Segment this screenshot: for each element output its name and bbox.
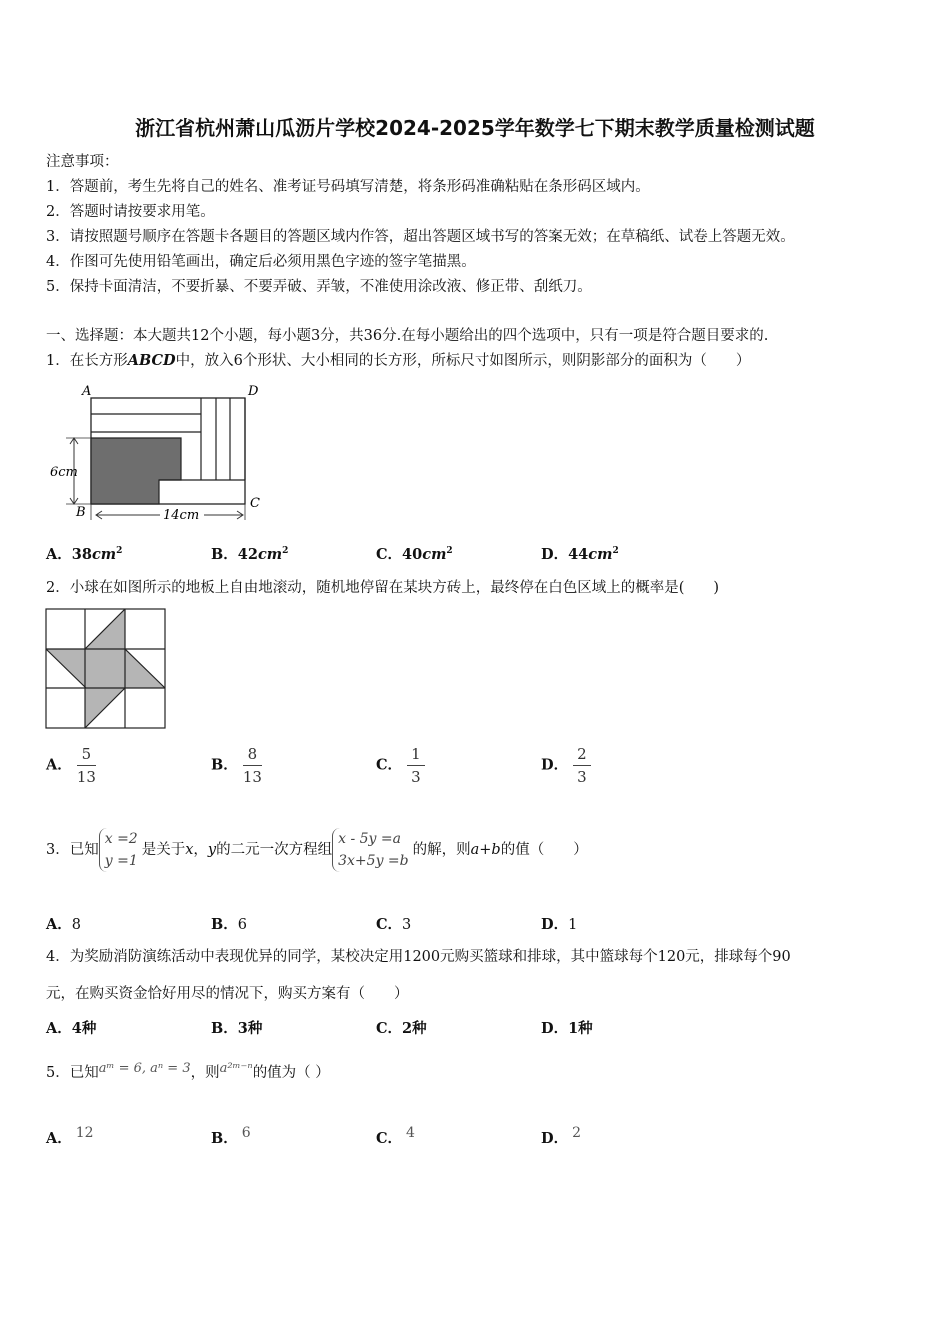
width-label: 14cm — [163, 508, 200, 523]
option-letter: B． — [211, 546, 238, 563]
option-letter: B． — [211, 756, 238, 774]
q5-option-d[interactable] — [541, 1127, 581, 1148]
option-unit: cm — [588, 546, 613, 563]
q1-option-d[interactable] — [541, 543, 619, 564]
height-label: 6cm — [50, 465, 78, 480]
option-value: 3种 — [237, 1020, 263, 1037]
equation-system-2 — [332, 828, 413, 872]
question-1-abcd: ABCD — [127, 352, 176, 369]
q4-option-a[interactable] — [46, 1017, 96, 1038]
q5-suffix: 的值为（ ） — [252, 1065, 330, 1081]
option-letter: C． — [376, 1020, 403, 1037]
option-letter: D． — [541, 916, 569, 933]
option-letter: C． — [376, 1130, 403, 1147]
q3-option-a[interactable] — [46, 913, 81, 934]
option-unit: cm — [91, 546, 117, 563]
option-value: 8 — [71, 917, 81, 933]
option-value: 4种 — [71, 1020, 97, 1037]
option-letter: D． — [541, 1020, 569, 1037]
question-1 — [46, 351, 750, 371]
q5-option-b[interactable] — [211, 1127, 251, 1148]
q5-option-c[interactable] — [376, 1127, 415, 1148]
q3-mid2: 的二元一次方程组 — [216, 842, 333, 858]
var-ab: a+b — [470, 842, 501, 858]
fraction — [407, 745, 425, 786]
q4-option-b[interactable] — [211, 1017, 262, 1038]
q3-option-d[interactable] — [541, 913, 577, 934]
question-1-text-a: 1．在长方形 — [46, 353, 128, 369]
q2-option-c[interactable] — [376, 745, 425, 786]
fraction-num: 8 — [243, 745, 262, 766]
q1-option-b[interactable] — [211, 543, 288, 564]
section-heading: 一、选择题：本大题共12个小题，每小题3分，共36分.在每小题给出的四个选项中，只有一项是符合题目要求的. — [46, 328, 769, 344]
option-value: 1 — [568, 917, 578, 933]
q5-prefix: 5．已知 — [46, 1065, 99, 1081]
question-5 — [46, 1063, 330, 1084]
q1-option-c[interactable] — [376, 543, 453, 564]
question-2: 2．小球在如图所示的地板上自由地滚动，随机地停留在某块方砖上，最终停在白色区域上的概率是( ) — [46, 580, 720, 596]
option-value: 40 — [402, 546, 423, 563]
option-sup: 2 — [612, 546, 619, 557]
option-sup: 2 — [116, 546, 123, 557]
option-value: 44 — [568, 546, 589, 563]
option-value: 42 — [237, 546, 258, 563]
option-letter: C． — [376, 756, 403, 774]
q2-option-d[interactable] — [541, 745, 591, 786]
option-value: 2种 — [402, 1020, 427, 1037]
q4-option-c[interactable] — [376, 1017, 427, 1038]
notice-item: 1．答题前，考生先将自己的姓名、准考证号码填写清楚，将条形码准确粘贴在条形码区域内。 — [46, 179, 650, 195]
shaded-region — [91, 438, 181, 504]
option-value: 2 — [572, 1125, 581, 1141]
fraction-den: 13 — [242, 768, 262, 786]
option-letter: D． — [541, 1130, 569, 1147]
q3-suffix-a: 的解，则 — [412, 842, 471, 858]
notice-item: 5．保持卡面清洁，不要折暴、不要弄破、弄皱，不准使用涂改液、修正带、刮纸刀。 — [46, 279, 592, 295]
q3-option-c[interactable] — [376, 913, 411, 934]
label-c: C — [250, 496, 260, 511]
q3-comma: ， — [193, 842, 208, 858]
notice-item: 2．答题时请按要求用笔。 — [46, 204, 215, 220]
option-letter: A． — [46, 546, 72, 563]
option-value: 3 — [402, 917, 412, 933]
option-value: 4 — [406, 1125, 415, 1141]
question-1-figure — [46, 380, 276, 528]
option-letter: B． — [211, 916, 238, 933]
fraction — [573, 745, 591, 786]
q2-option-a[interactable] — [46, 745, 96, 786]
option-sup: 2 — [282, 546, 289, 557]
q3-mid: 是关于 — [141, 842, 186, 858]
q3-prefix: 3．已知 — [46, 842, 99, 858]
notice-item: 3．请按照题号顺序在答题卡各题目的答题区域内作答，超出答题区域书写的答案无效；在草稿纸、试卷上答题无效。 — [46, 229, 795, 245]
fraction-num: 5 — [77, 745, 96, 766]
option-value: 1种 — [568, 1020, 593, 1037]
equation: x - 5y =a — [338, 831, 401, 847]
equation: x =2 — [104, 831, 138, 847]
option-letter: A． — [46, 1130, 72, 1147]
fraction — [77, 745, 96, 786]
fraction-den: 3 — [411, 768, 421, 786]
question-3 — [46, 828, 588, 872]
fraction — [243, 745, 262, 786]
option-letter: A． — [46, 1020, 72, 1037]
option-unit: cm — [422, 546, 447, 563]
label-b: B — [76, 505, 86, 520]
page-title: 浙江省杭州萧山瓜沥片学校2024-2025学年数学七下期末教学质量检测试题 — [135, 116, 815, 140]
option-value: 12 — [75, 1125, 94, 1141]
option-unit: cm — [257, 546, 283, 563]
label-d: D — [248, 384, 259, 399]
question-1-text-b: 中，放入6个形状、大小相同的长方形，所标尺寸如图所示，则阴影部分的面积为（ ） — [175, 353, 751, 369]
option-sup: 2 — [446, 546, 453, 557]
var-y: y — [207, 842, 217, 858]
var-x: x — [185, 842, 194, 858]
question-4-line-1: 4．为奖励消防演练活动中表现优异的同学，某校决定用1200元购买篮球和排球，其中篮球每个120元，排球每个90 — [46, 949, 791, 965]
q5-option-a[interactable] — [46, 1127, 94, 1148]
question-2-figure — [45, 608, 167, 730]
question-4-line-2: 元，在购买资金恰好用尽的情况下，购买方案有（ ） — [46, 986, 409, 1002]
q3-suffix-b: 的值（ ） — [500, 842, 588, 858]
fraction-den: 13 — [76, 768, 96, 786]
q1-option-a[interactable] — [46, 543, 122, 564]
equation: 3x+5y =b — [338, 853, 409, 869]
q4-option-d[interactable] — [541, 1017, 593, 1038]
option-letter: A． — [46, 916, 72, 933]
option-letter: C． — [376, 916, 403, 933]
fraction-num: 2 — [573, 745, 591, 766]
option-value: 6 — [237, 917, 247, 933]
q2-option-b[interactable] — [211, 745, 262, 786]
q3-option-b[interactable] — [211, 913, 247, 934]
q5-mid: ，则 — [190, 1065, 220, 1081]
label-a: A — [82, 384, 92, 399]
q5-expr: a²ᵐ⁻ⁿ — [219, 1061, 253, 1076]
fraction-den: 3 — [577, 768, 587, 786]
equation-system-1 — [99, 828, 142, 872]
option-letter: B． — [211, 1130, 238, 1147]
option-letter: D． — [541, 756, 569, 774]
option-letter: A． — [46, 756, 72, 774]
fraction-num: 1 — [407, 745, 425, 766]
option-letter: D． — [541, 546, 569, 563]
notice-heading: 注意事项： — [46, 154, 119, 170]
option-value: 6 — [241, 1125, 251, 1141]
option-letter: B． — [211, 1020, 238, 1037]
q5-given: aᵐ = 6, aⁿ = 3 — [98, 1061, 191, 1076]
option-letter: C． — [376, 546, 403, 563]
notice-item: 4．作图可先使用铅笔画出，确定后必须用黑色字迹的签字笔描黑。 — [46, 254, 476, 270]
equation: y =1 — [104, 853, 138, 869]
option-value: 38 — [71, 546, 92, 563]
